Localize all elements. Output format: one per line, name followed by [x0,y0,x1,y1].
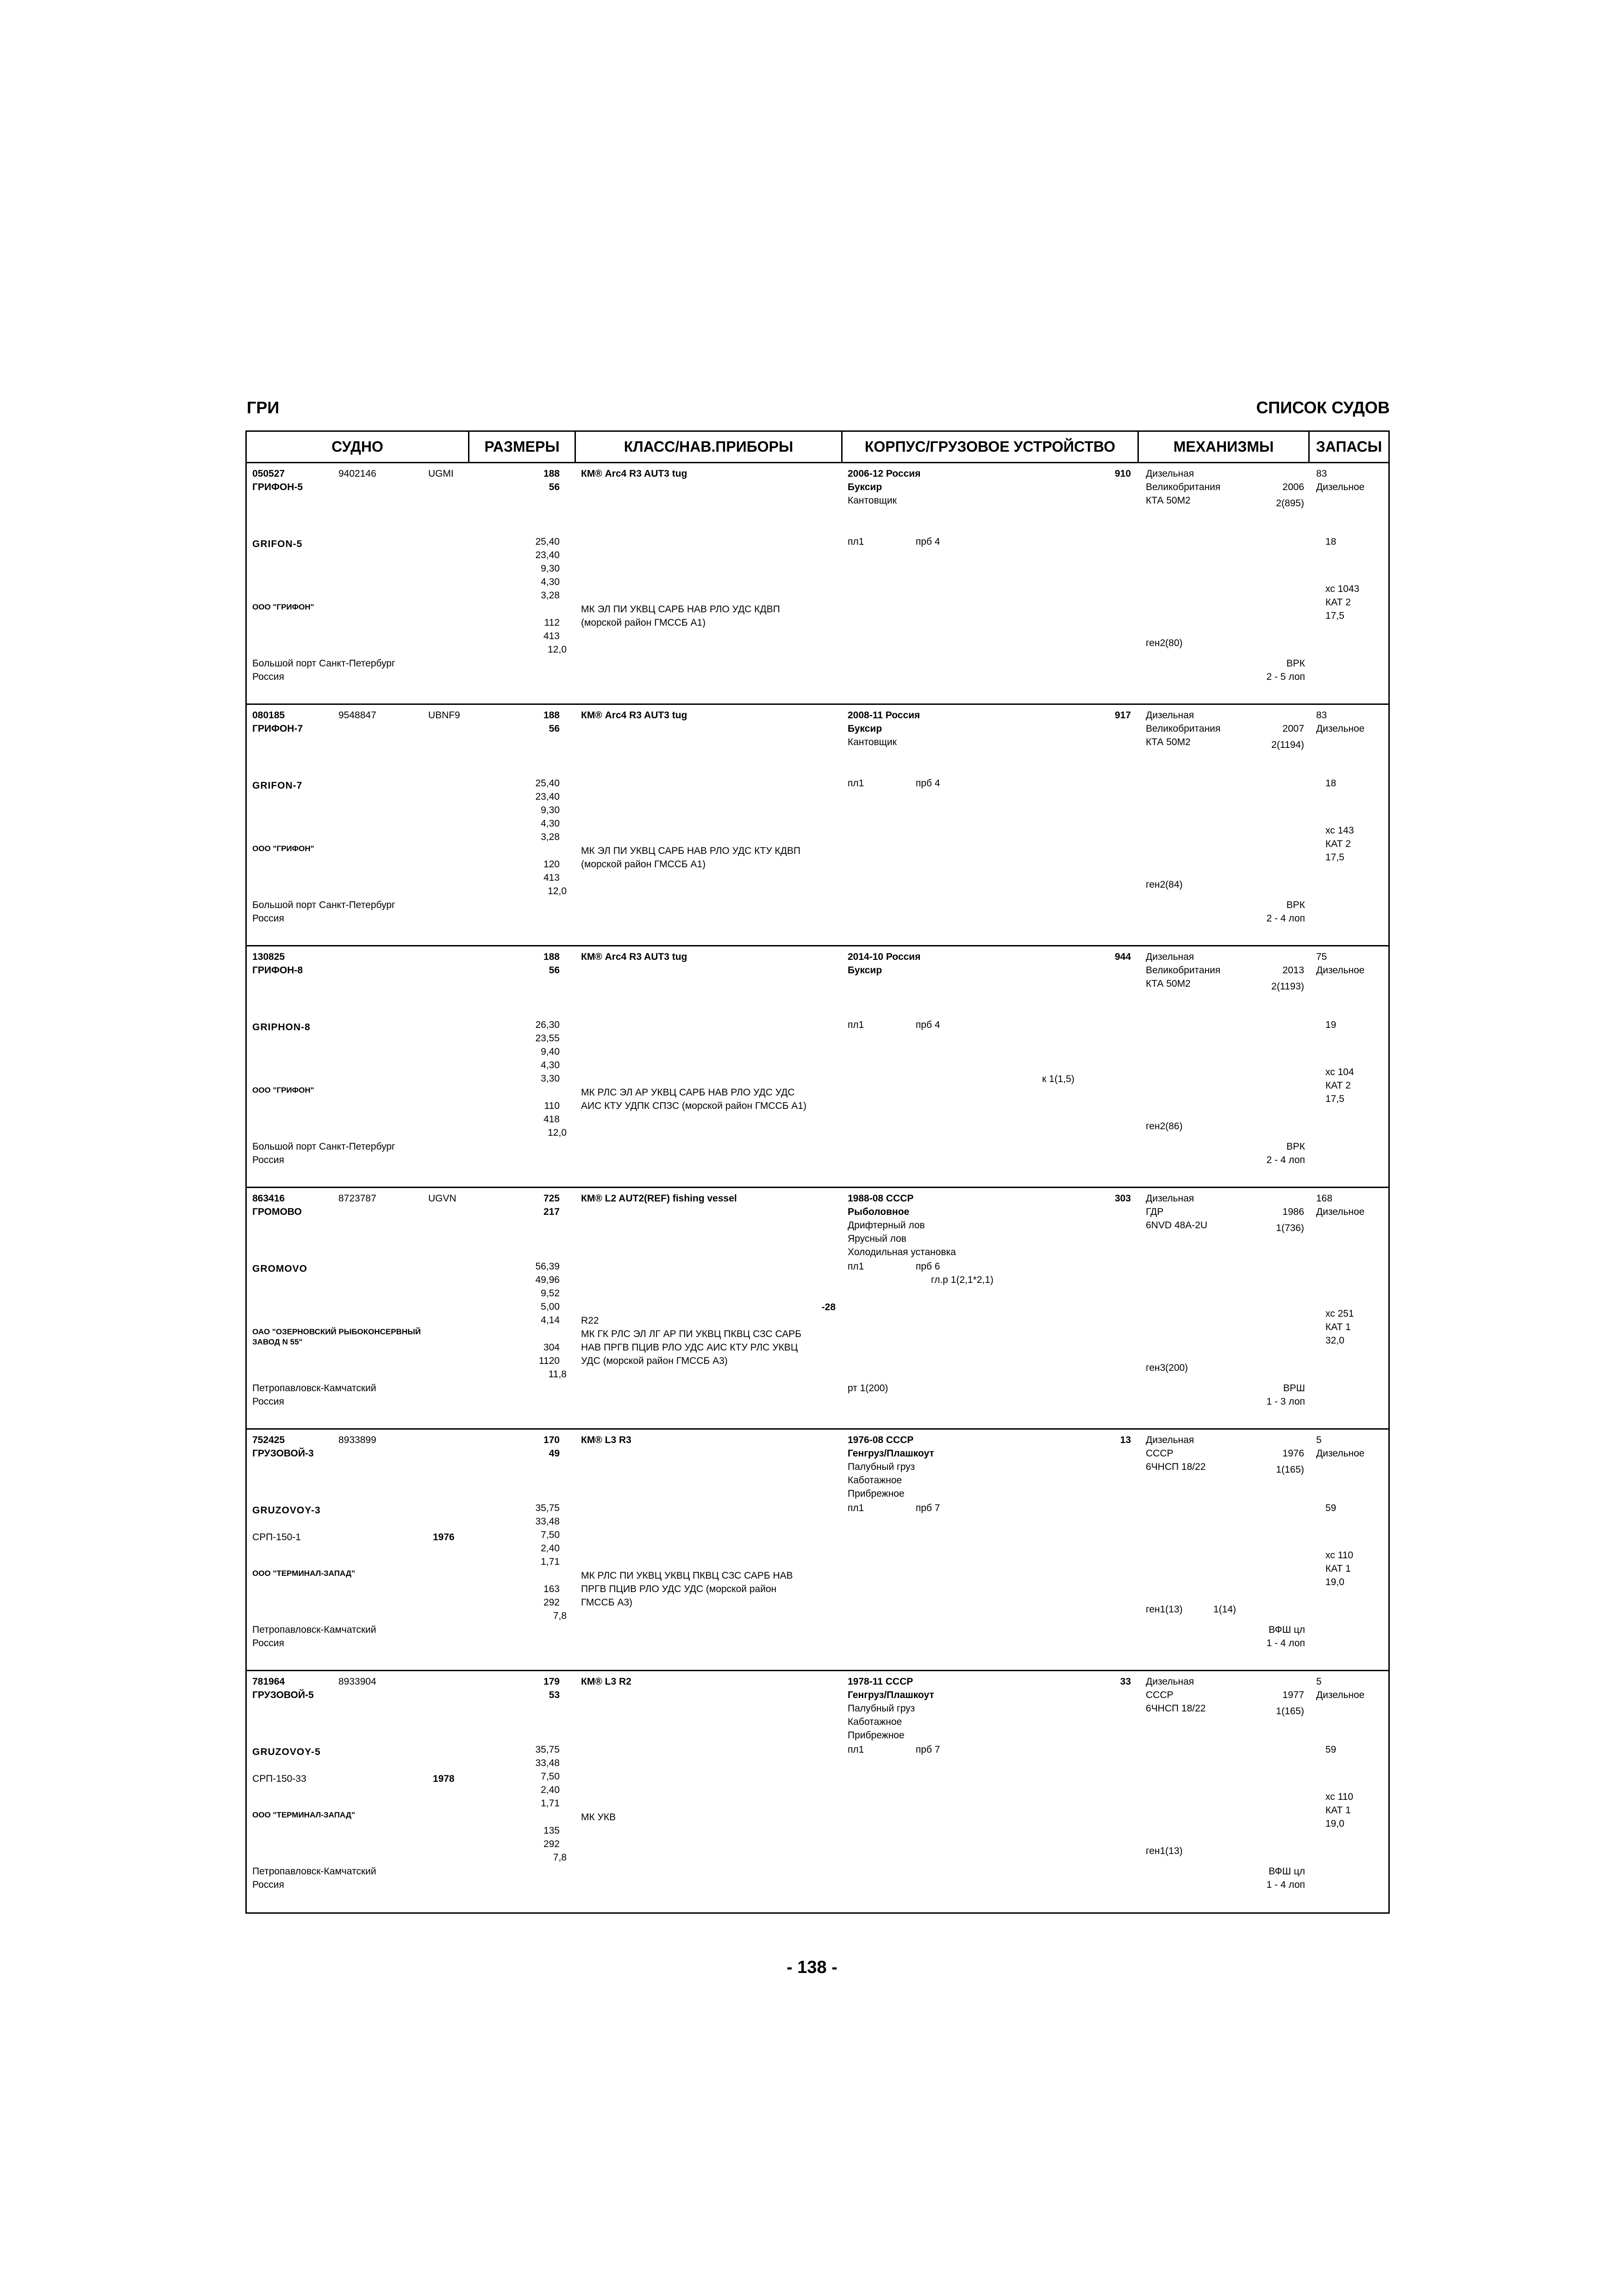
hold-info: гл.р 1(2,1*2,1) [931,1275,994,1285]
deck-count: пл1 [848,778,864,789]
dimension-value: 23,40 [535,791,560,802]
registry-number: 752425 [252,1435,285,1445]
hull-number: 303 [1114,1193,1131,1204]
vessel-record [247,463,1388,705]
flag-country: Россия [252,1879,284,1890]
propeller-blades: 2 - 4 лоп [1266,913,1305,924]
nav-equipment: ПРГВ ПЦИВ РЛО УДС УДС (морской район [581,1584,777,1594]
nav-equipment: ГМССБ А3) [581,1597,633,1608]
engine-country: СССР [1146,1690,1174,1700]
propeller-blades: 1 - 3 лоп [1266,1396,1305,1407]
displacement: 292 [543,1597,560,1608]
engine-model: КТА 50М2 [1146,978,1191,989]
speed: 12,0 [548,1127,567,1138]
supply-amount-secondary: 18 [1325,778,1337,789]
table-header [247,432,1388,463]
column-header-vessel: СУДНО [331,438,383,455]
class-notation: КМ® L3 R2 [581,1676,631,1687]
registry-number: 050527 [252,468,285,479]
vessel-purpose: Холодильная установка [848,1247,956,1257]
column-header-dimensions: РАЗМЕРЫ [484,438,560,455]
bulkhead-count: прб 4 [916,1020,940,1030]
net-tonnage: 53 [549,1690,560,1700]
category-value: 19,0 [1325,1818,1344,1829]
gross-tonnage: 170 [543,1435,560,1445]
autonomy-value: хс 1043 [1325,584,1360,594]
displacement: 1120 [538,1356,560,1366]
supply-amount-secondary: 59 [1325,1744,1337,1755]
category: КАТ 1 [1325,1322,1351,1332]
hull-number: 33 [1120,1676,1131,1687]
owner-name: ООО "ТЕРМИНАЛ-ЗАПАД" [252,1811,356,1819]
vessel-name: ГРОМОВО [252,1207,302,1217]
vessel-purpose: Прибрежное [848,1730,905,1741]
builder-year: 1978 [433,1773,455,1784]
dimension-value: 4,30 [541,1060,560,1070]
builder-project: СРП-150-33 [252,1773,306,1784]
propeller-type: ВРК [1286,900,1305,910]
bulkhead-count: прб 7 [916,1744,940,1755]
page-number: - 138 - [787,1958,837,1977]
vessel-type: Буксир [848,965,882,976]
dimension-value: 23,55 [535,1033,560,1044]
dimension-value: 7,50 [541,1530,560,1540]
engine-power: 1(165) [1276,1706,1304,1717]
vessel-purpose: Палубный груз [848,1462,915,1472]
builder-project: СРП-150-1 [252,1532,301,1543]
ice-value: -28 [821,1302,836,1313]
engine-country: Великобритания [1146,723,1221,734]
propeller-blades: 2 - 5 лоп [1266,672,1305,682]
dimension-value: 23,40 [535,550,560,560]
displacement: 413 [543,872,560,883]
vessel-name-latin: GROMOVO [252,1263,308,1274]
fuel-type: Дизельное [1316,1207,1365,1217]
deadweight: 120 [543,859,560,870]
speed: 12,0 [548,886,567,896]
class-notation: КМ® Arc4 R3 AUT3 tug [581,468,687,479]
vessel-name: ГРУЗОВОЙ-5 [252,1690,314,1700]
supply-amount: 83 [1316,710,1327,721]
vessel-purpose: Каботажное [848,1717,902,1727]
generator-info: ген3(200) [1146,1363,1188,1373]
dimension-value: 33,48 [535,1516,560,1527]
vessel-table [245,430,1390,1914]
nav-equipment: МК УКВ [581,1812,616,1823]
generator-info: ген2(86) [1146,1121,1183,1132]
vessel-type: Буксир [848,482,882,492]
propeller-type: ВФШ цл [1268,1866,1305,1877]
category: КАТ 2 [1325,1080,1351,1091]
engine-year: 2007 [1282,723,1304,734]
dimension-value: 1,71 [541,1798,560,1809]
fuel-type: Дизельное [1316,1448,1365,1459]
displacement: 418 [543,1114,560,1125]
class-notation: КМ® Arc4 R3 AUT3 tug [581,952,687,962]
home-port: Большой порт Санкт-Петербург [252,900,395,910]
displacement: 413 [543,631,560,641]
engine-kind: Дизельная [1146,1193,1194,1204]
vessel-purpose: Ярусный лов [848,1233,906,1244]
autonomy-value: хс 104 [1325,1067,1354,1077]
net-tonnage: 49 [549,1448,560,1459]
engine-country: Великобритания [1146,965,1221,976]
nav-equipment: УДС (морской район ГМССБ А3) [581,1356,728,1366]
category-value: 17,5 [1325,610,1344,621]
registry-number: 130825 [252,952,285,962]
home-port: Петропавловск-Камчатский [252,1866,376,1877]
net-tonnage: 217 [543,1207,560,1217]
vessel-record [247,946,1388,1188]
vessel-name-latin: GRIPHON-8 [252,1022,311,1033]
engine-power: 2(895) [1276,498,1304,509]
deck-count: пл1 [848,536,864,547]
nav-equipment: НАВ ПРГВ ПЦИВ РЛО УДС АИС КТУ РЛС УКВЦ [581,1342,798,1353]
section-title: ГРИ [247,398,280,417]
engine-year: 1986 [1282,1207,1304,1217]
nav-equipment-prefix: R22 [581,1315,599,1326]
imo-number: 9402146 [338,468,376,479]
vessel-name-latin: GRIFON-5 [252,539,303,549]
hull-number: 944 [1114,952,1131,962]
vessel-purpose: Кантовщик [848,495,897,506]
fuel-type: Дизельное [1316,482,1365,492]
engine-model: КТА 50М2 [1146,737,1191,747]
engine-model: 6ЧНСП 18/22 [1146,1462,1206,1472]
hull-number: 13 [1120,1435,1131,1445]
vessel-name: ГРИФОН-5 [252,482,303,492]
gross-tonnage: 188 [543,710,560,721]
flag-country: Россия [252,672,284,682]
registry-number: 080185 [252,710,285,721]
engine-kind: Дизельная [1146,468,1194,479]
column-header-hull: КОРПУС/ГРУЗОВОЕ УСТРОЙСТВО [864,438,1116,455]
autonomy-value: хс 110 [1325,1550,1354,1561]
autonomy-value: хс 251 [1325,1308,1354,1319]
net-tonnage: 56 [549,482,560,492]
home-port: Петропавловск-Камчатский [252,1624,376,1635]
build-date-country: 2014-10 Россия [848,952,921,962]
dimension-value: 33,48 [535,1758,560,1768]
flag-country: Россия [252,913,284,924]
dimension-value: 2,40 [541,1785,560,1795]
vessel-purpose: Кантовщик [848,737,897,747]
engine-power: 1(736) [1276,1223,1304,1233]
deadweight: 135 [543,1825,560,1836]
nav-equipment: МК РЛС ПИ УКВЦ УКВЦ ПКВЦ СЗС САРБ НАВ [581,1570,793,1581]
dimension-value: 3,30 [541,1073,560,1084]
crane-info: к 1(1,5) [1042,1074,1074,1084]
engine-model: 6ЧНСП 18/22 [1146,1703,1206,1714]
owner-name-line2: ЗАВОД N 55" [252,1338,303,1346]
nav-equipment: (морской район ГМССБ А1) [581,859,706,870]
net-tonnage: 56 [549,965,560,976]
registry-number: 781964 [252,1676,285,1687]
hull-number: 917 [1114,710,1131,721]
engine-kind: Дизельная [1146,952,1194,962]
imo-number: 8933899 [338,1435,376,1445]
category-value: 17,5 [1325,1094,1344,1104]
category-value: 32,0 [1325,1335,1344,1346]
flag-country: Россия [252,1638,284,1649]
propeller-type: ВРК [1286,1141,1305,1152]
vessel-purpose: Каботажное [848,1475,902,1486]
engine-year: 1977 [1282,1690,1304,1700]
category: КАТ 2 [1325,839,1351,849]
generator-info: ген1(13) [1146,1846,1183,1856]
propeller-type: ВФШ цл [1268,1624,1305,1635]
dimension-value: 3,28 [541,832,560,842]
gross-tonnage: 188 [543,952,560,962]
build-date-country: 1988-08 СССР [848,1193,914,1204]
build-date-country: 2008-11 Россия [848,710,920,721]
imo-number: 9548847 [338,710,376,721]
owner-name: ООО "ГРИФОН" [252,844,314,853]
supply-amount: 5 [1316,1676,1322,1687]
flag-country: Россия [252,1396,284,1407]
engine-power: 2(1194) [1271,740,1304,750]
gross-tonnage: 725 [543,1193,560,1204]
imo-number: 8933904 [338,1676,376,1687]
imo-number: 8723787 [338,1193,376,1204]
home-port: Большой порт Санкт-Петербург [252,1141,395,1152]
registry-number: 863416 [252,1193,285,1204]
dimension-value: 26,30 [535,1020,560,1030]
speed: 11,8 [548,1369,567,1380]
deadweight: 112 [544,617,560,628]
dimension-value: 25,40 [535,778,560,789]
dimension-value: 35,75 [535,1503,560,1513]
flag-country: Россия [252,1155,284,1165]
engine-model: 6NVD 48A-2U [1146,1220,1208,1231]
vessel-purpose: Прибрежное [848,1488,905,1499]
supply-amount-secondary: 59 [1325,1503,1337,1513]
vessel-type: Рыболовное [848,1207,910,1217]
dimension-value: 9,52 [541,1288,560,1299]
category: КАТ 1 [1325,1563,1351,1574]
call-sign: UGMI [428,468,454,479]
nav-equipment: (морской район ГМССБ А1) [581,617,706,628]
dimension-value: 9,30 [541,805,560,815]
propeller-type: ВРШ [1283,1383,1305,1394]
engine-year: 1976 [1282,1448,1304,1459]
nav-equipment: МК ГК РЛС ЭЛ ЛГ АР ПИ УКВЦ ПКВЦ СЗС САРБ [581,1329,802,1339]
engine-year: 2013 [1282,965,1304,976]
generator-info: ген1(13) [1146,1604,1183,1615]
supply-amount-secondary: 19 [1325,1020,1337,1030]
owner-name: ООО "ТЕРМИНАЛ-ЗАПАД" [252,1569,356,1578]
vessel-name: ГРИФОН-7 [252,723,303,734]
home-port: Большой порт Санкт-Петербург [252,658,395,669]
class-notation: КМ® L3 R3 [581,1435,631,1445]
generator-info: ген2(80) [1146,638,1183,648]
vessel-record [247,1188,1388,1430]
call-sign: UBNF9 [428,710,460,721]
column-header-class: КЛАСС/НАВ.ПРИБОРЫ [624,438,793,455]
dimension-value: 7,50 [541,1771,560,1782]
net-tonnage: 56 [549,723,560,734]
engine-country: СССР [1146,1448,1174,1459]
fuel-type: Дизельное [1316,965,1365,976]
vessel-record [247,1671,1388,1912]
propeller-blades: 2 - 4 лоп [1266,1155,1305,1165]
call-sign: UGVN [428,1193,456,1204]
propeller-blades: 1 - 4 лоп [1266,1879,1305,1890]
gross-tonnage: 179 [543,1676,560,1687]
dimension-value: 49,96 [535,1275,560,1285]
category-value: 17,5 [1325,852,1344,863]
dimension-value: 2,40 [541,1543,560,1554]
deck-count: пл1 [848,1020,864,1030]
vessel-record [247,705,1388,946]
speed: 7,8 [553,1611,567,1621]
supply-amount: 75 [1316,952,1327,962]
owner-name: ООО "ГРИФОН" [252,1086,314,1095]
vessel-name-latin: GRUZOVOY-5 [252,1747,321,1757]
category: КАТ 2 [1325,597,1351,608]
class-notation: КМ® L2 AUT2(REF) fishing vessel [581,1193,737,1204]
autonomy-value: хс 143 [1325,825,1354,836]
vessel-type: Генгруз/Плашкоут [848,1448,934,1459]
engine-year: 2006 [1282,482,1304,492]
supply-amount: 168 [1316,1193,1333,1204]
dimension-value: 56,39 [535,1261,560,1272]
engine-power: 1(165) [1276,1464,1304,1475]
deck-count: пл1 [848,1744,864,1755]
speed: 7,8 [553,1852,567,1863]
nav-equipment: МК ЭЛ ПИ УКВЦ САРБ НАВ РЛО УДС КТУ КДВП [581,846,801,856]
vessel-record [247,1430,1388,1671]
owner-name: ООО "ГРИФОН" [252,603,314,611]
dimension-value: 5,00 [541,1301,560,1312]
deadweight: 110 [544,1101,560,1111]
dimension-value: 9,30 [541,563,560,574]
gross-tonnage: 188 [543,468,560,479]
category: КАТ 1 [1325,1805,1351,1816]
bulkhead-count: прб 6 [916,1261,940,1272]
class-notation: КМ® Arc4 R3 AUT3 tug [581,710,687,721]
vessel-name-latin: GRIFON-7 [252,780,303,791]
supply-amount: 5 [1316,1435,1322,1445]
bulkhead-count: прб 4 [916,778,940,789]
dimension-value: 35,75 [535,1744,560,1755]
home-port: Петропавловск-Камчатский [252,1383,376,1394]
column-header-machinery: МЕХАНИЗМЫ [1173,438,1274,455]
vessel-name-latin: GRUZOVOY-3 [252,1505,321,1516]
vessel-purpose: Палубный груз [848,1703,915,1714]
dimension-value: 1,71 [541,1556,560,1567]
vessel-type: Буксир [848,723,882,734]
engine-country: Великобритания [1146,482,1221,492]
bulkhead-count: прб 7 [916,1503,940,1513]
deck-count: пл1 [848,1261,864,1272]
engine-model: КТА 50М2 [1146,495,1191,506]
deadweight: 304 [543,1342,560,1353]
nav-equipment: МК РЛС ЭЛ АР УКВЦ САРБ НАВ РЛО УДС УДС [581,1087,795,1098]
owner-name: ОАО "ОЗЕРНОВСКИЙ РЫБОКОНСЕРВНЫЙ [252,1327,421,1336]
vessel-type: Генгруз/Плашкоут [848,1690,934,1700]
dimension-value: 9,40 [541,1046,560,1057]
displacement: 292 [543,1839,560,1849]
propeller-blades: 1 - 4 лоп [1266,1638,1305,1649]
engine-country: ГДР [1146,1207,1164,1217]
dimension-value: 4,30 [541,818,560,829]
engine-kind: Дизельная [1146,1676,1194,1687]
column-header-supplies: ЗАПАСЫ [1316,438,1382,455]
fuel-type: Дизельное [1316,723,1365,734]
fuel-type: Дизельное [1316,1690,1365,1700]
dimension-value: 3,28 [541,590,560,601]
engine-kind: Дизельная [1146,710,1194,721]
generator-info-secondary: 1(14) [1213,1604,1237,1615]
build-date-country: 1976-08 СССР [848,1435,914,1445]
bulkhead-count: прб 4 [916,536,940,547]
vessel-name: ГРУЗОВОЙ-3 [252,1448,314,1459]
engine-power: 2(1193) [1271,981,1304,992]
nav-equipment: АИС КТУ УДПК СПЗС (морской район ГМССБ А1) [581,1101,806,1111]
build-date-country: 2006-12 Россия [848,468,921,479]
generator-info: ген2(84) [1146,879,1183,890]
nav-equipment: МК ЭЛ ПИ УКВЦ САРБ НАВ РЛО УДС КДВП [581,604,780,615]
propeller-type: ВРК [1286,658,1305,669]
document-title: СПИСОК СУДОВ [1256,398,1390,417]
dimension-value: 4,30 [541,577,560,587]
supply-amount: 83 [1316,468,1327,479]
category-value: 19,0 [1325,1577,1344,1587]
hull-number: 910 [1114,468,1131,479]
speed: 12,0 [548,644,567,655]
builder-year: 1976 [433,1532,455,1543]
supply-amount-secondary: 18 [1325,536,1337,547]
deck-count: пл1 [848,1503,864,1513]
dimension-value: 4,14 [541,1315,560,1325]
vessel-purpose: Дрифтерный лов [848,1220,925,1231]
radio-info: рт 1(200) [848,1383,888,1394]
dimension-value: 25,40 [535,536,560,547]
vessel-name: ГРИФОН-8 [252,965,303,976]
engine-kind: Дизельная [1146,1435,1194,1445]
build-date-country: 1978-11 СССР [848,1676,913,1687]
deadweight: 163 [543,1584,560,1594]
autonomy-value: хс 110 [1325,1792,1354,1802]
